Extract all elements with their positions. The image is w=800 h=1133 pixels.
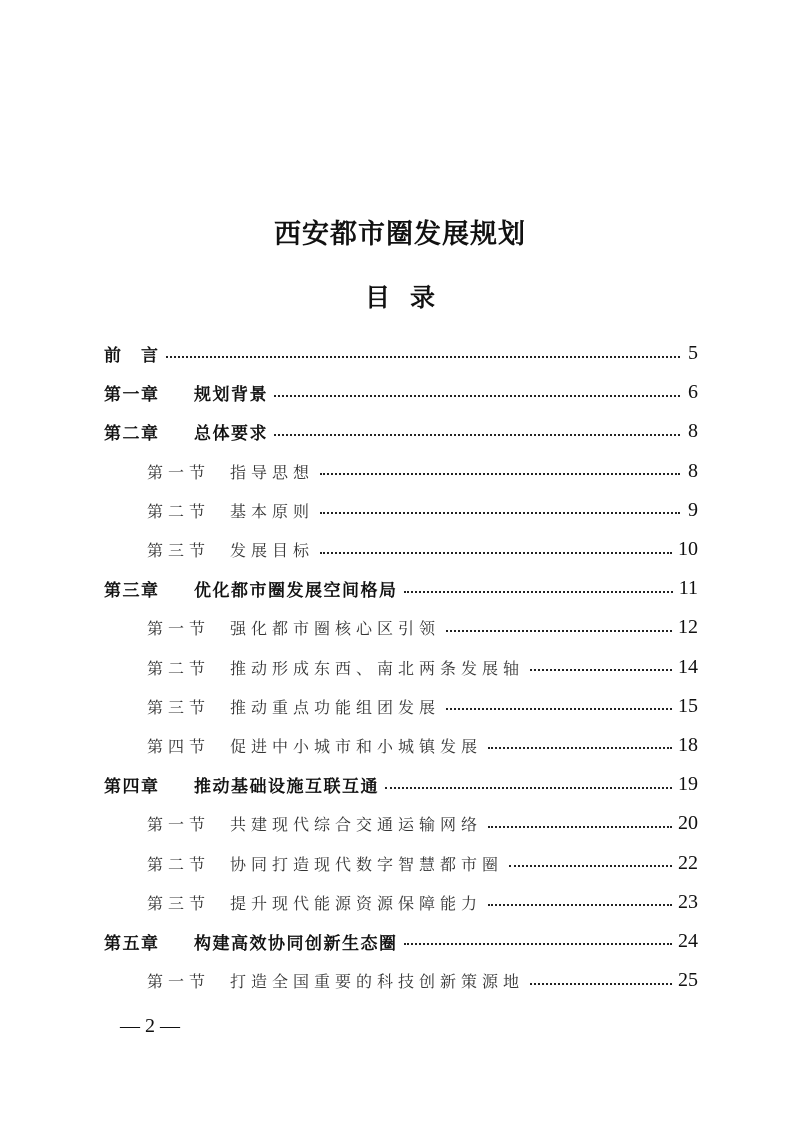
toc-entry-page: 11 [678, 577, 698, 600]
toc-entry-title: 基本原则 [230, 501, 315, 521]
toc-entry-section[interactable] [104, 491, 698, 530]
toc-entry-page: 23 [678, 890, 698, 913]
toc-entry-label [147, 499, 314, 522]
toc-entry-page: 5 [688, 342, 698, 365]
page-number-footer: — 2 — [120, 1015, 180, 1037]
toc-entry-label [104, 772, 379, 797]
dot-leader [320, 461, 680, 481]
toc-entry-number: 第三节 [147, 893, 211, 913]
toc-entry-title: 总体要求 [194, 424, 268, 445]
toc-entry-section[interactable] [104, 883, 698, 922]
toc-entry-title: 推动形成东西、南北两条发展轴 [230, 658, 525, 678]
toc-entry-label [104, 576, 398, 601]
dot-leader [274, 422, 680, 442]
toc-entry-page: 22 [678, 851, 698, 874]
toc-entry-title: 推动重点功能组团发展 [230, 697, 441, 717]
toc-entry-page: 20 [678, 812, 698, 835]
toc-entry-number: 第三节 [147, 697, 211, 717]
toc-entry-number: 第一节 [147, 815, 211, 835]
toc-entry-section[interactable] [104, 452, 698, 491]
toc-entry-title: 促进中小城市和小城镇发展 [230, 736, 483, 756]
toc-entry-page: 25 [678, 969, 698, 992]
toc-entry-title: 协同打造现代数字智慧都市圈 [230, 854, 504, 874]
dot-leader [404, 579, 673, 599]
dot-leader [509, 853, 672, 873]
toc-entry-title: 共建现代综合交通运输网络 [230, 815, 483, 835]
dot-leader [530, 971, 672, 991]
toc-entry-chapter[interactable] [104, 765, 698, 804]
toc-entry-section[interactable] [104, 648, 698, 687]
toc-entry-page: 12 [678, 616, 698, 639]
toc-entry-number: 第二节 [147, 501, 211, 521]
toc-entry-label [147, 538, 314, 561]
toc-heading [0, 278, 800, 314]
dot-leader [385, 775, 672, 795]
toc-entry-page: 24 [678, 929, 698, 952]
toc-entry-chapter[interactable] [104, 334, 698, 373]
toc-entry-label [147, 616, 440, 639]
toc-entry-number: 第一节 [147, 462, 211, 482]
dot-leader [274, 383, 680, 403]
toc-entry-page: 15 [678, 694, 698, 717]
toc-entry-section[interactable] [104, 687, 698, 726]
toc-entry-section[interactable] [104, 530, 698, 569]
dot-leader [446, 696, 672, 716]
toc-entry-chapter[interactable] [104, 373, 698, 412]
toc-entry-number: 前 言 [104, 346, 160, 367]
toc-entry-section[interactable] [104, 961, 698, 1000]
toc-entry-section[interactable] [104, 608, 698, 647]
toc-entry-number: 第一节 [147, 972, 211, 992]
toc-entry-number: 第二节 [147, 658, 211, 678]
toc-entry-title: 打造全国重要的科技创新策源地 [230, 972, 525, 992]
toc-entry-label [147, 734, 482, 757]
dot-leader [488, 814, 672, 834]
toc-entry-number: 第四节 [147, 736, 211, 756]
toc-entry-number: 第二节 [147, 854, 211, 874]
toc-entry-number: 第五章 [104, 933, 160, 954]
toc-entry-title: 指导思想 [230, 462, 315, 482]
toc-entry-page: 10 [678, 538, 698, 561]
toc-entry-title: 规划背景 [194, 385, 268, 406]
toc-entry-title: 发展目标 [230, 541, 315, 561]
toc-entry-page: 8 [688, 420, 698, 443]
toc-entry-title: 推动基础设施互联互通 [194, 777, 379, 798]
dot-leader [320, 500, 680, 520]
toc-entry-label [104, 419, 268, 444]
toc-entry-label [104, 929, 398, 954]
toc-entry-label [147, 695, 440, 718]
toc-entry-label [147, 656, 524, 679]
toc-entry-section[interactable] [104, 726, 698, 765]
toc-entry-page: 9 [688, 498, 698, 521]
dot-leader [488, 735, 672, 755]
toc-entry-title: 提升现代能源资源保障能力 [230, 893, 483, 913]
toc-entry-page: 6 [688, 381, 698, 404]
dot-leader [488, 892, 672, 912]
toc-entry-number: 第二章 [104, 424, 160, 445]
toc-entry-number: 第一节 [147, 619, 211, 639]
toc-entry-section[interactable] [104, 804, 698, 843]
toc-entry-number: 第四章 [104, 777, 160, 798]
toc-entry-number: 第三节 [147, 541, 211, 561]
toc-entry-number: 第三章 [104, 581, 160, 602]
toc-entry-label [147, 460, 314, 483]
toc-entry-label [104, 380, 268, 405]
toc-entry-label [147, 812, 482, 835]
dot-leader [446, 618, 672, 638]
dot-leader [404, 931, 673, 951]
toc-entry-title: 构建高效协同创新生态圈 [194, 933, 398, 954]
dot-leader [530, 657, 672, 677]
table-of-contents [104, 334, 698, 1000]
toc-entry-number: 第一章 [104, 385, 160, 406]
toc-entry-page: 18 [678, 733, 698, 756]
toc-entry-page: 8 [688, 459, 698, 482]
toc-entry-label [147, 969, 524, 992]
toc-entry-page: 14 [678, 655, 698, 678]
toc-entry-section[interactable] [104, 843, 698, 882]
toc-entry-page: 19 [678, 773, 698, 796]
dot-leader [166, 344, 681, 364]
toc-entry-label [147, 852, 503, 875]
toc-entry-label [104, 341, 160, 366]
toc-heading-char: 目 [364, 283, 390, 312]
toc-entry-label [147, 891, 482, 914]
toc-entry-title: 优化都市圈发展空间格局 [194, 581, 398, 602]
dot-leader [320, 540, 672, 560]
toc-entry-chapter[interactable] [104, 922, 698, 961]
document-title: 西安都市圈发展规划 [274, 219, 526, 250]
toc-entry-chapter[interactable] [104, 569, 698, 608]
toc-heading-char: 录 [410, 283, 436, 312]
toc-entry-title: 强化都市圈核心区引领 [230, 619, 441, 639]
toc-entry-chapter[interactable] [104, 412, 698, 451]
